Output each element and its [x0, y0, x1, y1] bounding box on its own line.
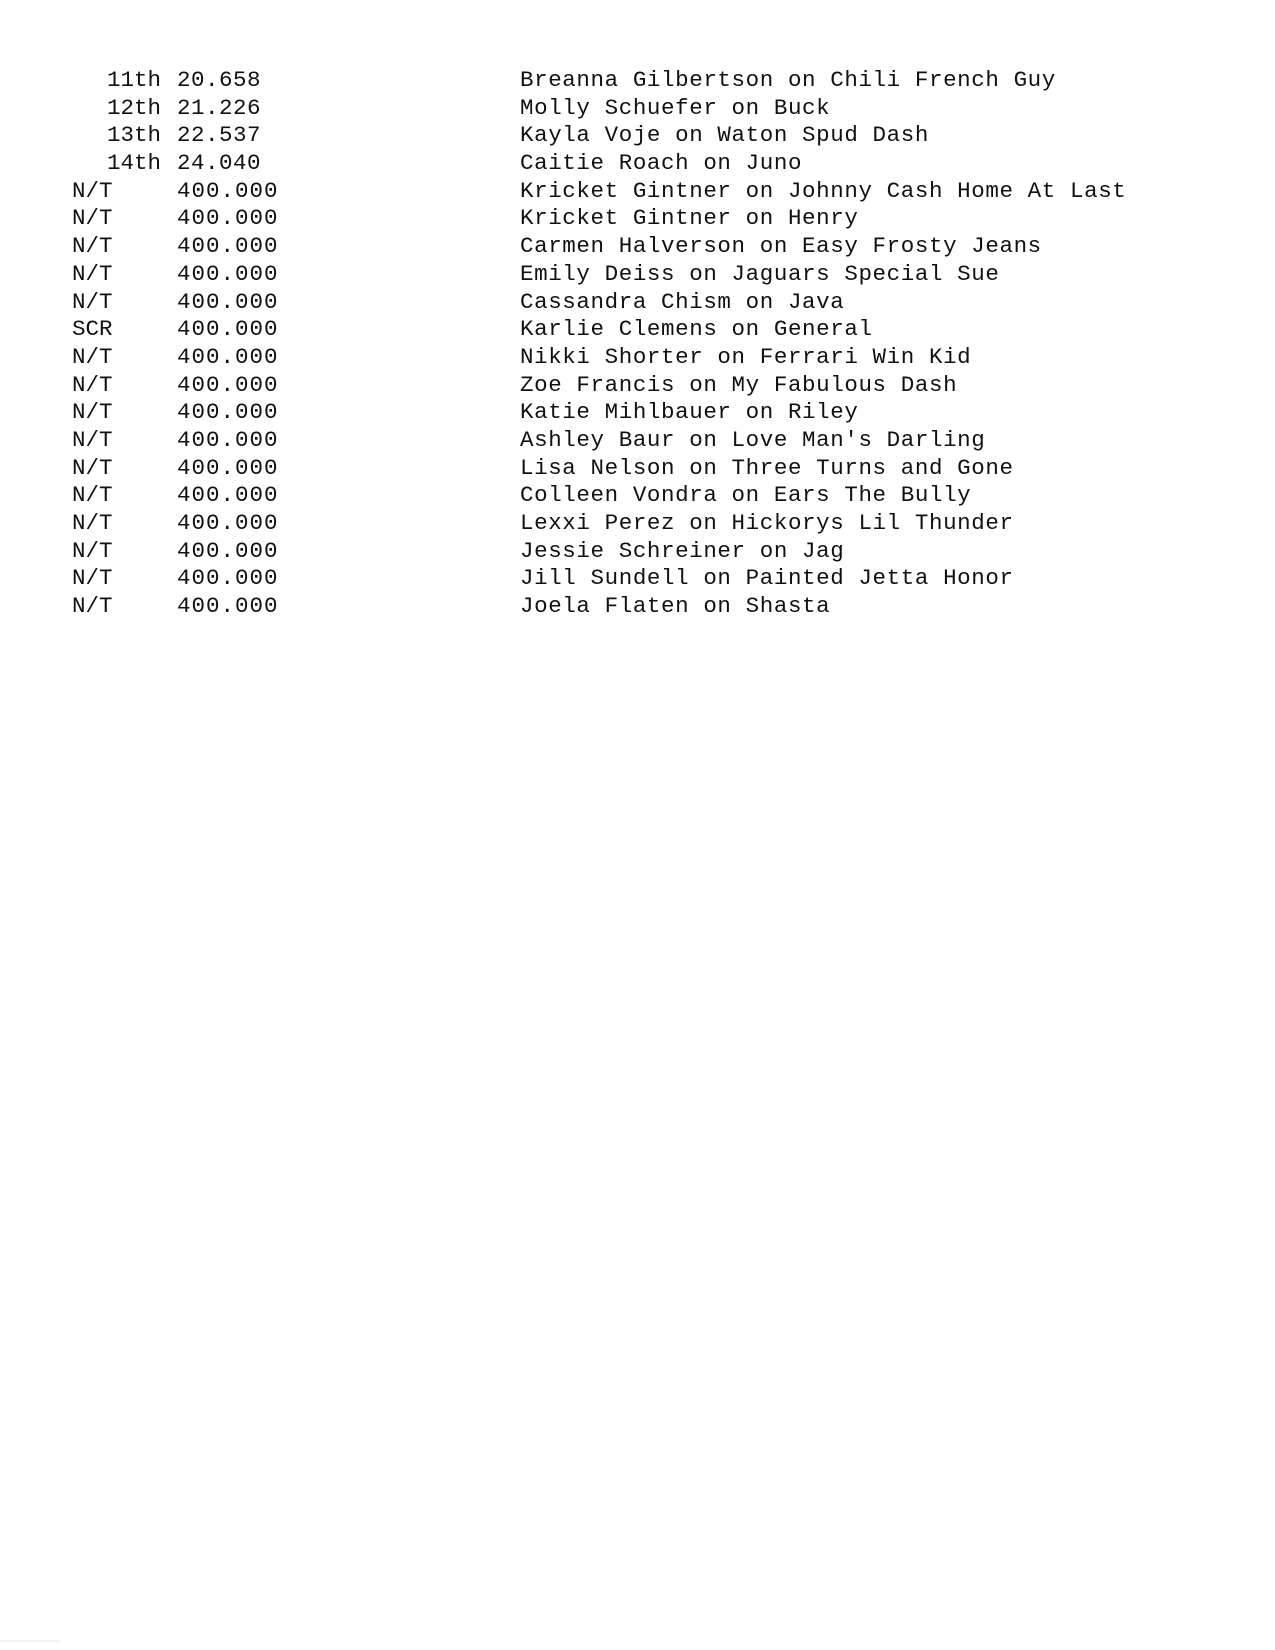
- result-entry: Carmen Halverson on Easy Frosty Jeans: [520, 233, 1042, 260]
- result-place: N/T: [72, 343, 113, 370]
- result-time: 400.000: [177, 565, 279, 592]
- result-row: [0, 593, 1275, 621]
- result-entry: Nikki Shorter on Ferrari Win Kid: [520, 343, 972, 370]
- result-place: SCR: [72, 316, 113, 343]
- result-entry: Katie Mihlbauer on Riley: [520, 399, 859, 426]
- result-entry: Jessie Schreiner on Jag: [520, 537, 845, 564]
- scan-edge-mark: [0, 1640, 60, 1642]
- result-place: 13th: [107, 122, 162, 149]
- result-entry: Jill Sundell on Painted Jetta Honor: [520, 565, 1014, 592]
- result-row: [0, 565, 1275, 593]
- result-row: [0, 538, 1275, 566]
- result-place: N/T: [72, 399, 113, 426]
- result-entry: Caitie Roach on Juno: [520, 150, 803, 177]
- result-row: [0, 95, 1275, 123]
- results-list: [0, 67, 1275, 621]
- result-row: [0, 289, 1275, 317]
- result-entry: Joela Flaten on Shasta: [520, 593, 831, 620]
- result-entry: Lexxi Perez on Hickorys Lil Thunder: [520, 510, 1014, 536]
- result-entry: Kayla Voje on Waton Spud Dash: [520, 122, 929, 149]
- result-place: N/T: [72, 510, 113, 536]
- result-time: 400.000: [177, 482, 279, 509]
- result-row: [0, 455, 1275, 483]
- result-entry: Karlie Clemens on General: [520, 316, 873, 343]
- result-row: [0, 205, 1275, 233]
- result-place: N/T: [72, 260, 113, 287]
- result-row: [0, 150, 1275, 178]
- result-time: 400.000: [177, 316, 279, 343]
- result-time: 400.000: [177, 260, 279, 287]
- result-row: [0, 233, 1275, 261]
- result-entry: Ashley Baur on Love Man's Darling: [520, 426, 986, 453]
- result-entry: Zoe Francis on My Fabulous Dash: [520, 371, 958, 398]
- result-time: 24.040: [177, 150, 262, 177]
- result-place: N/T: [72, 371, 113, 398]
- result-place: N/T: [72, 233, 113, 260]
- result-place: N/T: [72, 205, 113, 232]
- result-row: [0, 261, 1275, 289]
- result-place: N/T: [72, 565, 113, 592]
- result-entry: Cassandra Chism on Java: [520, 288, 845, 315]
- result-place: N/T: [72, 482, 113, 509]
- result-time: 20.658: [177, 67, 262, 93]
- result-entry: Kricket Gintner on Johnny Cash Home At Last: [520, 177, 1127, 204]
- result-time: 400.000: [177, 593, 279, 620]
- result-time: 22.537: [177, 122, 262, 149]
- result-place: 11th: [107, 67, 162, 93]
- result-time: 400.000: [177, 205, 279, 232]
- result-row: [0, 510, 1275, 538]
- result-time: 400.000: [177, 454, 279, 481]
- result-place: 14th: [107, 150, 162, 177]
- result-row: [0, 122, 1275, 150]
- result-place: N/T: [72, 593, 113, 620]
- result-time: 400.000: [177, 371, 279, 398]
- result-time: 400.000: [177, 510, 279, 536]
- result-time: 400.000: [177, 288, 279, 315]
- result-row: [0, 482, 1275, 510]
- result-entry: Emily Deiss on Jaguars Special Sue: [520, 260, 1000, 287]
- result-time: 400.000: [177, 343, 279, 370]
- result-row: [0, 399, 1275, 427]
- result-row: [0, 178, 1275, 206]
- result-place: N/T: [72, 177, 113, 204]
- result-time: 400.000: [177, 537, 279, 564]
- result-entry: Kricket Gintner on Henry: [520, 205, 859, 232]
- result-time: 21.226: [177, 94, 262, 121]
- result-place: N/T: [72, 426, 113, 453]
- result-place: N/T: [72, 537, 113, 564]
- result-place: N/T: [72, 288, 113, 315]
- result-row: [0, 316, 1275, 344]
- result-place: N/T: [72, 454, 113, 481]
- result-row: [0, 67, 1275, 95]
- result-entry: Colleen Vondra on Ears The Bully: [520, 482, 972, 509]
- result-entry: Breanna Gilbertson on Chili French Guy: [520, 67, 1056, 93]
- result-entry: Molly Schuefer on Buck: [520, 94, 831, 121]
- result-place: 12th: [107, 94, 162, 121]
- result-time: 400.000: [177, 233, 279, 260]
- result-time: 400.000: [177, 426, 279, 453]
- result-row: [0, 427, 1275, 455]
- result-row: [0, 372, 1275, 400]
- result-time: 400.000: [177, 399, 279, 426]
- result-time: 400.000: [177, 177, 279, 204]
- result-entry: Lisa Nelson on Three Turns and Gone: [520, 454, 1014, 481]
- result-row: [0, 344, 1275, 372]
